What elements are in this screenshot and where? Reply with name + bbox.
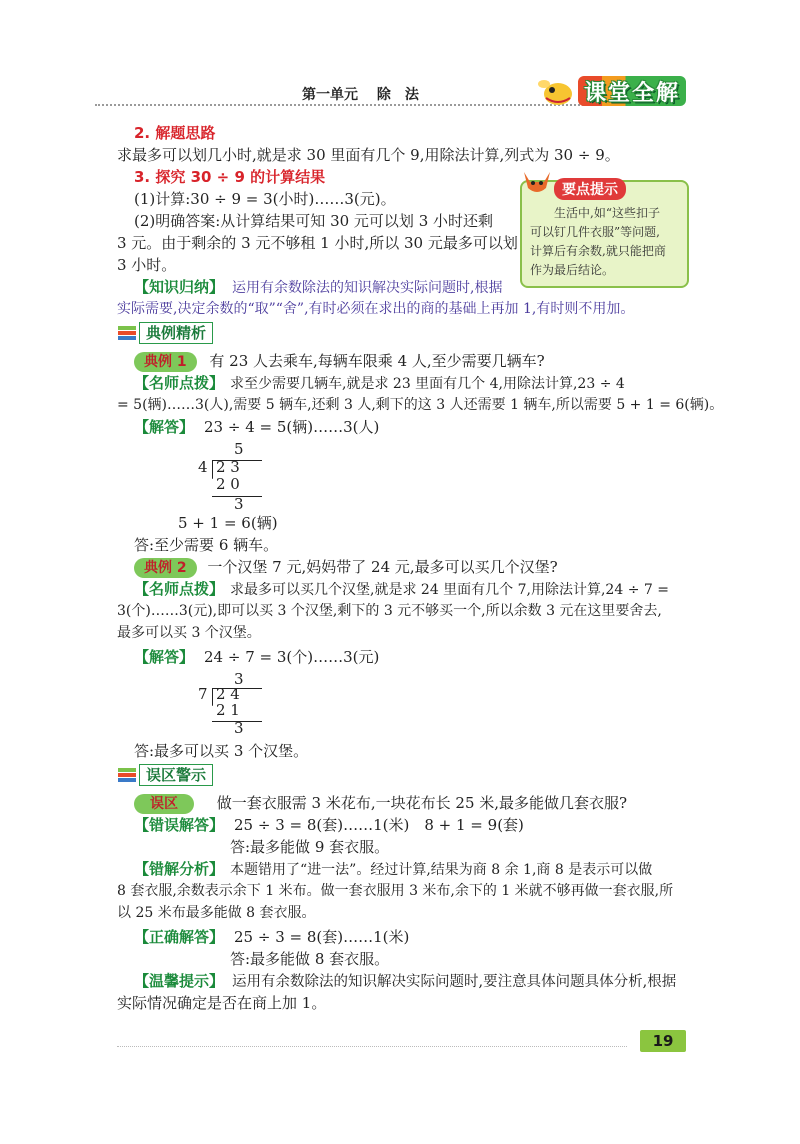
correct-answer-eq: 25 ÷ 3 = 8(套)……1(米) xyxy=(234,928,410,946)
analysis-label: 【错解分析】 xyxy=(134,860,225,878)
division-remainder: 3 xyxy=(234,719,244,737)
ex1-final-answer: 答:至少需要 6 辆车。 xyxy=(134,536,279,554)
section3-line4: 3 小时。 xyxy=(117,256,177,274)
division-bracket xyxy=(212,460,213,479)
warm-tip-text1: 运用有余数除法的知识解决实际问题时,要注意具体问题具体分析,根据 xyxy=(232,974,677,990)
division-product: 2 1 xyxy=(216,701,240,719)
section2-text: 求最多可以划几小时,就是求 30 里面有几个 9,用除法计算,列式为 30 ÷ 9。 xyxy=(117,146,620,164)
analysis-text2: 8 套衣服,余数表示余下 1 米布。做一套衣服用 3 米布,余下的 1 米就不够再做一套衣服,所 xyxy=(117,883,674,899)
ex1-long-division xyxy=(192,440,272,522)
ex2-long-division xyxy=(192,670,272,740)
division-divisor: 7 xyxy=(198,685,208,703)
examples-section-tag xyxy=(117,322,213,344)
fox-mascot-icon xyxy=(520,166,554,196)
correct-answer-label: 【正确解答】 xyxy=(134,928,225,946)
ex2-question-line xyxy=(134,556,558,578)
knowledge-text1: 运用有余数除法的知识解决实际问题时,根据 xyxy=(232,280,503,296)
ex1-question-line xyxy=(134,350,545,372)
ex2-tip-text1: 求最多可以买几个汉堡,就是求 24 里面有几个 7,用除法计算,24 ÷ 7 = xyxy=(230,582,669,598)
correct-final-answer: 答:最多能做 8 套衣服。 xyxy=(230,950,390,968)
ex2-answer-label: 【解答】 xyxy=(134,648,195,666)
section3-line2: (2)明确答案:从计算结果可知 30 元可以划 3 小时还剩 xyxy=(134,212,494,230)
section3-line3: 3 元。由于剩余的 3 元不够租 1 小时,所以 30 元最多可以划 xyxy=(117,234,518,252)
ex2-final-answer: 答:最多可以买 3 个汉堡。 xyxy=(134,742,309,760)
ex1-extra-eq: 5 + 1 = 6(辆) xyxy=(178,514,278,532)
division-dividend: 2 4 xyxy=(216,685,240,703)
analysis-text1: 本题错用了“进一法”。经过计算,结果为商 8 余 1,商 8 是表示可以做 xyxy=(230,862,653,878)
warm-tip-text2: 实际情况确定是否在商上加 1。 xyxy=(117,994,327,1012)
mistake-question-line xyxy=(134,792,627,814)
division-quotient: 5 xyxy=(234,440,244,458)
mistake-question: 做一套衣服需 3 米花布,一块花布长 25 米,最多能做几套衣服? xyxy=(216,794,628,812)
division-product: 2 0 xyxy=(216,475,240,493)
ex2-tip-label: 【名师点拨】 xyxy=(134,580,225,598)
unit-label: 第一单元 xyxy=(302,87,358,103)
ex2-tip-line1 xyxy=(134,578,669,601)
section3-heading: 3. 探究 30 ÷ 9 的计算结果 xyxy=(134,168,326,186)
ex1-tip-label: 【名师点拨】 xyxy=(134,374,225,392)
ex1-label: 典例 1 xyxy=(134,352,197,372)
tip-box xyxy=(520,180,689,288)
topic-label: 除 法 xyxy=(376,87,419,103)
wrong-answer-line xyxy=(134,814,524,836)
division-dividend: 2 3 xyxy=(216,458,240,476)
ex1-tip-text1: 求至少需要几辆车,就是求 23 里面有几个 4,用除法计算,23 ÷ 4 xyxy=(230,376,625,392)
ex2-tip-text3: 最多可以买 3 个汉堡。 xyxy=(117,625,261,641)
division-divisor: 4 xyxy=(198,458,208,476)
ex2-label: 典例 2 xyxy=(134,558,197,578)
mistake-section-tag xyxy=(117,764,213,786)
ex1-answer-label: 【解答】 xyxy=(134,418,195,436)
division-bracket xyxy=(212,688,213,706)
wrong-final-answer: 答:最多能做 9 套衣服。 xyxy=(230,838,390,856)
wrong-answer-eq: 25 ÷ 3 = 8(套)……1(米) 8 + 1 = 9(套) xyxy=(234,816,524,834)
page-number: 19 xyxy=(640,1030,686,1052)
analysis-text3: 以 25 米布最多能做 8 套衣服。 xyxy=(117,905,316,921)
ex1-tip-text2: = 5(辆)……3(人),需要 5 辆车,还剩 3 人,剩下的这 3 人还需要 1 辆车,所以需要 5 + 1 = 6(辆)。 xyxy=(117,397,724,413)
section3-line1: (1)计算:30 ÷ 9 = 3(小时)……3(元)。 xyxy=(134,190,396,208)
footer-divider xyxy=(117,1046,627,1047)
brand-logo xyxy=(536,76,696,108)
division-remainder: 3 xyxy=(234,495,244,513)
knowledge-text2: 实际需要,决定余数的“取”“舍”,有时必须在求出的商的基础上再加 1,有时则不用加。 xyxy=(117,301,635,317)
tip-line: 生活中,如“这些扣子 xyxy=(554,206,660,220)
tip-line: 作为最后结论。 xyxy=(530,263,615,277)
ex2-tip-text2: 3(个)……3(元),即可以买 3 个汉堡,剩下的 3 元不够买一个,所以余数 3 元在这里要舍去, xyxy=(117,603,662,619)
ex2-answer-line xyxy=(134,646,379,668)
brand-text: 课堂全解 xyxy=(578,76,686,106)
book-stack-icon xyxy=(117,324,137,342)
warm-tip-label: 【温馨提示】 xyxy=(134,972,225,990)
warm-tip-line1 xyxy=(134,970,676,993)
correct-answer-line xyxy=(134,926,409,948)
knowledge-line1 xyxy=(134,276,502,299)
mistake-label: 误区 xyxy=(134,794,194,814)
division-quotient: 3 xyxy=(234,670,244,688)
knowledge-label: 【知识归纳】 xyxy=(134,278,225,296)
analysis-line1 xyxy=(134,858,652,881)
tip-line: 可以钉几件衣服”等问题, xyxy=(530,225,660,239)
tip-line: 计算后有余数,就只能把商 xyxy=(530,244,666,258)
examples-section-title: 典例精析 xyxy=(139,322,213,344)
ex1-answer-line xyxy=(134,416,379,438)
ex2-answer-eq: 24 ÷ 7 = 3(个)……3(元) xyxy=(204,648,380,666)
wrong-answer-label: 【错误解答】 xyxy=(134,816,225,834)
header-unit xyxy=(302,84,419,104)
tip-box-title: 要点提示 xyxy=(554,178,626,200)
ex2-question: 一个汉堡 7 元,妈妈带了 24 元,最多可以买几个汉堡? xyxy=(207,558,558,576)
section2-heading: 2. 解题思路 xyxy=(134,124,216,142)
ex1-tip-line1 xyxy=(134,372,625,395)
ex1-question: 有 23 人去乘车,每辆车限乘 4 人,至少需要几辆车? xyxy=(209,352,545,370)
book-stack-icon xyxy=(117,766,137,784)
ex1-answer-eq: 23 ÷ 4 = 5(辆)……3(人) xyxy=(204,418,380,436)
mistake-section-title: 误区警示 xyxy=(139,764,213,786)
